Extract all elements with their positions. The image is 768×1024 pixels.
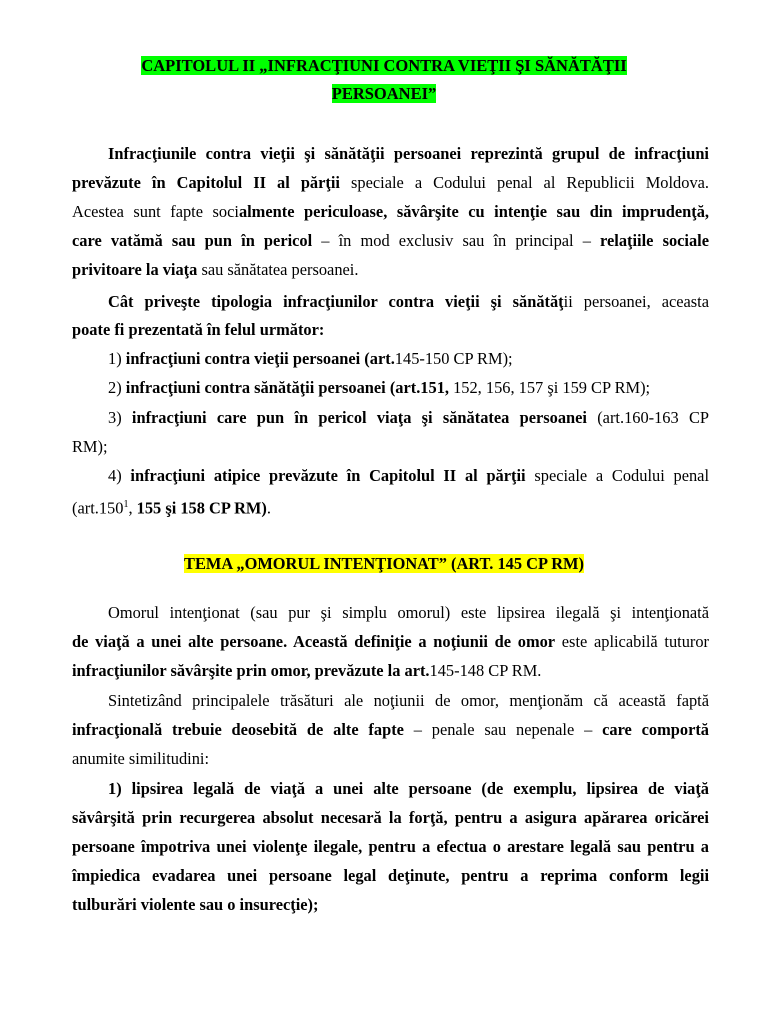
chapter-heading-line-1: CAPITOLUL II „INFRACŢIUNI CONTRA VIEŢII ŞI SĂNĂTĂŢII: [141, 56, 627, 75]
intro-line-4: care vatămă sau pun în pericol – în mod exclusiv sau în principal – relaţiile sociale: [72, 231, 709, 250]
omor-p2-line-2: infracţională trebuie deosebită de alte fapte – penale sau nepenale – care comportă: [72, 720, 709, 739]
omor-p1-line-3: infracţiunilor săvârşite prin omor, prevăzute la art.145-148 CP RM.: [72, 661, 542, 680]
list-item-1: 1) infracţiuni contra vieţii persoanei (art.145-150 CP RM);: [108, 349, 513, 368]
list-item-2: 2) infracţiuni contra sănătăţii persoanei (art.151, 152, 156, 157 şi 159 CP RM);: [108, 378, 651, 397]
list-item-3: 3) infracţiuni care pun în pericol viaţa şi sănătatea persoanei (art.160-163 CP: [108, 408, 709, 427]
omor-p3-line-3: persoane împotriva unei violenţe ilegale, pentru a efectua o arestare legală sau pentru a: [72, 837, 709, 856]
intro-line-1: Infracţiunile contra vieţii şi sănătăţii persoanei reprezintă grupul de infracţiuni: [108, 144, 709, 163]
omor-p1-line-2: de viaţă a unei alte persoane. Această definiţie a noţiunii de omor este aplicabilă tuturor: [72, 632, 709, 651]
tema-heading: [60, 553, 708, 575]
chapter-heading-line-2: PERSOANEI”: [331, 84, 437, 103]
intro-line-3: Acestea sunt fapte socialmente periculoase, săvârşite cu intenţie sau din imprudenţă,: [72, 202, 709, 221]
omor-p2-line-3: anumite similitudini:: [72, 749, 210, 768]
typology-line-1: Cât priveşte tipologia infracţiunilor contra vieţii şi sănătăţii persoanei, aceasta: [108, 292, 710, 311]
list-item-4-continued: (art.150$^1$, 155 şi 158 CP RM).: [72, 498, 271, 518]
tema-heading-text: TEMA „OMORUL INTENŢIONAT” (ART. 145 CP RM): [184, 554, 584, 573]
omor-p3-line-2: săvârşită prin recurgerea absolut necesară la forţă, pentru a asigura apărarea oricărei: [72, 808, 709, 827]
intro-line-2: prevăzute în Capitolul II al părţii speciale a Codului penal al Republicii Moldova.: [72, 173, 710, 192]
omor-p3-line-4: împiedica evadarea unei persoane legal deţinute, pentru a reprima conform legii: [72, 866, 709, 885]
typology-line-2: poate fi prezentată în felul următor:: [72, 320, 325, 339]
chapter-heading: [60, 52, 708, 108]
omor-p3-line-1: 1) lipsirea legală de viaţă a unei alte persoane (de exemplu, lipsirea de viaţă: [108, 779, 709, 798]
list-item-3-continued: RM);: [72, 437, 108, 456]
omor-p2-line-1: Sintetizând principalele trăsături ale noţiunii de omor, menţionăm că această faptă: [108, 691, 709, 710]
intro-line-5: privitoare la viaţa sau sănătatea persoanei.: [72, 260, 359, 279]
list-item-4: 4) infracţiuni atipice prevăzute în Capitolul II al părţii speciale a Codului penal: [108, 466, 710, 485]
omor-p3-line-5: tulburări violente sau o insurecţie);: [72, 895, 319, 914]
omor-p1-line-1: Omorul intenţionat (sau pur şi simplu omorul) este lipsirea ilegală şi intenţionată: [108, 603, 709, 622]
